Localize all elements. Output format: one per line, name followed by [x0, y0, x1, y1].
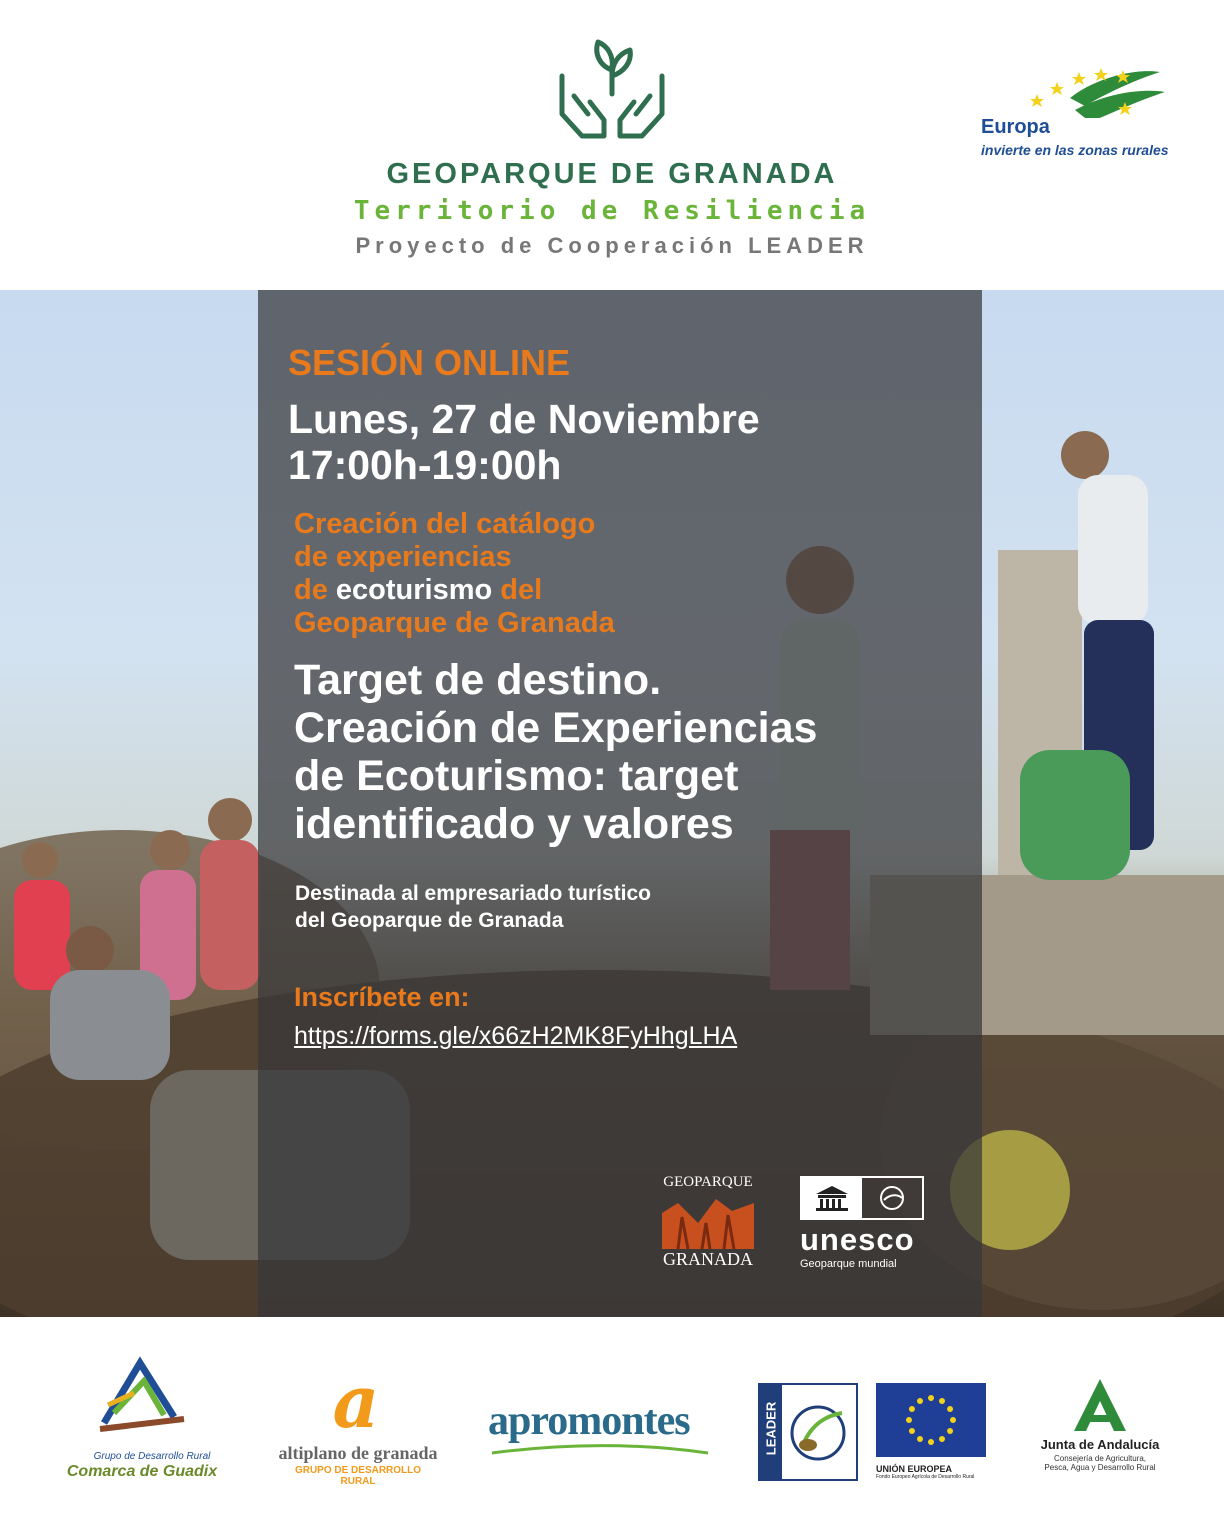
eu-flag-icon: [876, 1383, 986, 1457]
audience-text: [295, 880, 651, 934]
eu-star: [950, 1417, 956, 1423]
unesco-emblem: [800, 1176, 924, 1220]
cliff-icon: [658, 1193, 758, 1249]
eu-star: [947, 1428, 953, 1434]
catalog-heading: [294, 508, 615, 640]
guadix-logo: [62, 1353, 222, 1483]
unesco-temple-icon: [802, 1178, 862, 1218]
eu-star: [928, 1439, 934, 1445]
catalog-line-3: [294, 574, 615, 607]
altiplano-name: altiplano de granada: [278, 1443, 438, 1463]
junta-name: Junta de Andalucía: [1040, 1437, 1160, 1452]
eu-star: [917, 1436, 923, 1442]
junta-logo: [1030, 1377, 1170, 1487]
eu-star: [939, 1436, 945, 1442]
geopark-globe-icon: [862, 1178, 922, 1218]
catalog-line-1: Creación del catálogo: [294, 508, 596, 540]
altiplano-a-icon: a: [332, 1359, 380, 1444]
apromontes-name: apromontes: [488, 1398, 690, 1444]
apromontes-swoosh-icon: [488, 1443, 713, 1457]
guadix-small: Grupo de Desarrollo Rural: [93, 1451, 211, 1462]
junta-sub-2: Pesca, Agua y Desarrollo Rural: [1044, 1463, 1156, 1472]
catalog-line-3c: del: [492, 574, 543, 606]
unesco-word: unesco: [800, 1222, 915, 1257]
register-link[interactable]: https://forms.gle/x66zH2MK8FyHhgLHA: [294, 1022, 738, 1050]
geoparque-top-text: GEOPARQUE: [663, 1174, 753, 1190]
event-date: Lunes, 27 de Noviembre: [288, 396, 760, 442]
hands-sprout-icon: [552, 36, 672, 148]
catalog-line-3b: ecoturismo: [335, 574, 493, 606]
catalog-line-2: de experiencias: [294, 541, 512, 573]
ue-name: UNIÓN EUROPEA: [876, 1464, 953, 1474]
eu-star: [939, 1398, 945, 1404]
event-time: 17:00h-19:00h: [288, 442, 562, 488]
geoparque-granada-logo: [656, 1174, 760, 1274]
ue-logo: [876, 1383, 988, 1479]
eu-star: [947, 1406, 953, 1412]
apromontes-logo: [488, 1397, 713, 1457]
session-title-line-4: identificado y valores: [294, 800, 734, 848]
session-title-line-3: de Ecoturismo: target: [294, 752, 739, 800]
unesco-subtitle: Geoparque mundial: [800, 1258, 897, 1270]
session-title: [294, 656, 817, 848]
europa-tagline: invierte en las zonas rurales: [981, 142, 1169, 158]
andalucia-stars-icon: [975, 58, 1175, 118]
catalog-line-4: Geoparque de Granada: [294, 607, 615, 639]
header-subtitle: Territorio de Resiliencia: [353, 196, 871, 226]
sponsor-footer: [0, 1317, 1224, 1530]
session-label: SESIÓN ONLINE: [288, 342, 571, 383]
ue-sub: Fondo Europeo Agrícola de Desarrollo Rural: [876, 1474, 975, 1480]
audience-line-1: Destinada al empresariado turístico: [295, 882, 651, 905]
unesco-logo: [800, 1176, 930, 1271]
eu-star: [909, 1428, 915, 1434]
register-label: Inscríbete en:: [294, 982, 470, 1012]
leader-leaf-icon: [784, 1391, 854, 1471]
hikers-photo: [0, 290, 1224, 1317]
leader-text: LEADER: [763, 1401, 779, 1456]
altiplano-sub: GRUPO DE DESARROLLO RURAL: [294, 1465, 422, 1487]
junta-sub-1: Consejería de Agricultura,: [1053, 1454, 1147, 1463]
catalog-line-3a: de: [294, 574, 336, 606]
guadix-name: Comarca de Guadix: [66, 1463, 218, 1480]
geoparque-bottom-text: GRANADA: [663, 1249, 753, 1269]
eu-star: [917, 1398, 923, 1404]
leader-logo: [758, 1383, 858, 1481]
header-title: GEOPARQUE DE GRANADA: [386, 158, 838, 190]
junta-a-icon: [1070, 1377, 1130, 1433]
eu-star: [906, 1417, 912, 1423]
altiplano-logo: [278, 1359, 438, 1487]
session-title-line-2: Creación de Experiencias: [294, 704, 818, 752]
eu-star: [928, 1395, 934, 1401]
europa-logo: [975, 58, 1175, 168]
europa-word: Europa: [981, 116, 1050, 138]
guadix-mountain-icon: [94, 1353, 194, 1443]
session-title-line-1: Target de destino.: [294, 656, 662, 704]
header-project: Proyecto de Cooperación LEADER: [355, 233, 869, 258]
audience-line-2: del Geoparque de Granada: [295, 909, 564, 932]
event-datetime: [288, 396, 760, 488]
header: [0, 0, 1224, 290]
eu-star: [909, 1406, 915, 1412]
